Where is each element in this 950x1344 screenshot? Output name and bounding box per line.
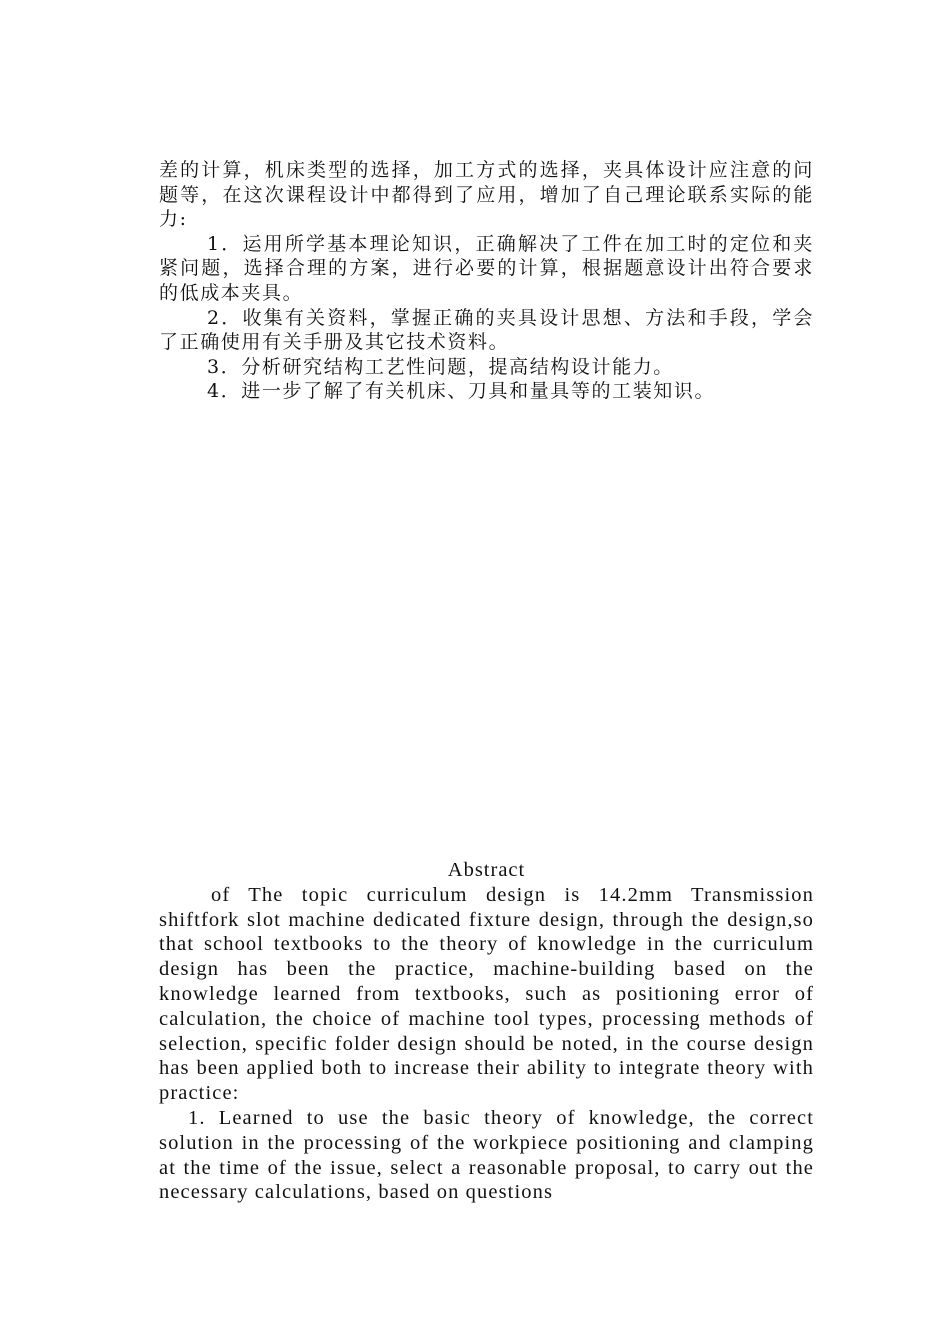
chinese-list-item-2: 2．收集有关资料，掌握正确的夹具设计思想、方法和手段，学会了正确使用有关手册及其它技术资料。 <box>159 306 814 354</box>
abstract-heading: Abstract <box>447 859 526 881</box>
english-abstract-block <box>159 858 814 1205</box>
chinese-list-item-4: 4．进一步了解了有关机床、刀具和量具等的工装知识。 <box>207 380 716 403</box>
abstract-list-item-1: 1. Learned to use the basic theory of knowledge, the correct solution in the processing of the workpiece positioning and clamping at the time of the issue, select a reasonable proposal, to carry out the necessary calculations, based on questions <box>159 1106 814 1204</box>
chinese-paragraph-intro: 差的计算，机床类型的选择，加工方式的选择，夹具体设计应注意的问题等，在这次课程设计中都得到了应用，增加了自己理论联系实际的能力: <box>159 159 814 231</box>
chinese-text-block <box>159 158 814 404</box>
chinese-list-item-3: 3．分析研究结构工艺性问题，提高结构设计能力。 <box>207 355 674 378</box>
chinese-list-item-1: 1．运用所学基本理论知识，正确解决了工件在加工时的定位和夹紧问题，选择合理的方案，进行必要的计算，根据题意设计出符合要求的低成本夹具。 <box>159 232 814 304</box>
abstract-paragraph: of The topic curriculum design is 14.2mm Transmission shiftfork slot machine dedicated fixture design, through the design,so that school textbooks to the theory of knowledge in the curriculum design has been the practice, machine-building based on the knowledge learned from textbooks, such as positioning error of calculation, the choice of machine tool types, processing methods of selection, specific folder design should be noted, in the course design has been applied both to increase their ability to integrate theory with practice: <box>159 883 814 1105</box>
